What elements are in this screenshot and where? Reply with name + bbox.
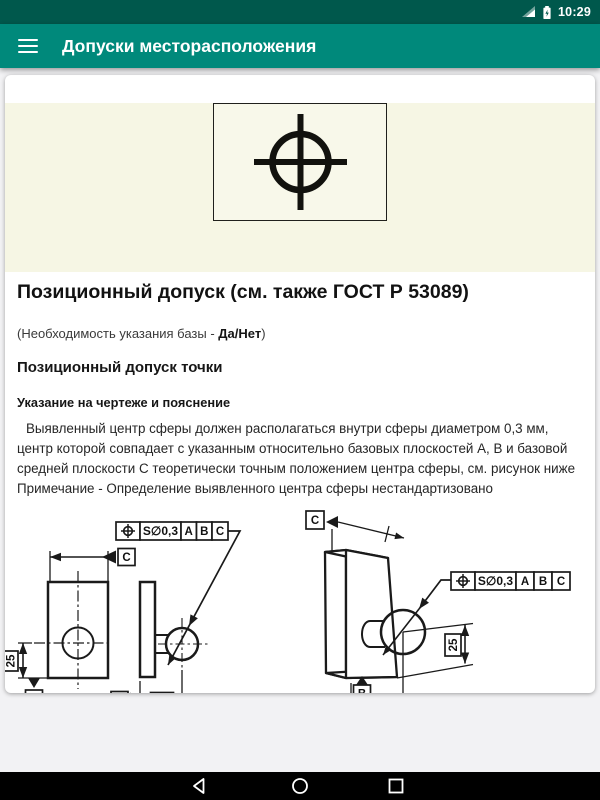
datum-b-flag: B — [26, 678, 43, 693]
content-card[interactable] — [5, 75, 595, 730]
svg-text:C: C — [215, 526, 225, 538]
svg-text:B: B — [200, 526, 209, 538]
drawing-isometric-view: C S∅0,3 A B C 25 B A 30 — [288, 505, 588, 693]
home-button[interactable] — [286, 772, 314, 800]
note-paragraph: Примечание - Определение выявленного центра сферы нестандартизовано — [17, 481, 493, 496]
position-tolerance-icon — [215, 105, 386, 219]
svg-text:C: C — [556, 576, 566, 588]
signal-icon — [522, 6, 536, 18]
article-subtitle: Позиционный допуск точки — [17, 359, 223, 376]
dim-25 — [397, 624, 473, 679]
drawing-front-views — [5, 505, 283, 708]
app-bar — [0, 24, 600, 68]
svg-text:A: A — [520, 576, 530, 588]
hamburger-icon — [18, 39, 38, 42]
block-3d — [325, 550, 397, 678]
svg-text:C: C — [310, 515, 320, 527]
recents-button[interactable] — [382, 772, 410, 800]
dim-30: 30 — [140, 681, 182, 693]
svg-text:S∅0,3: S∅0,3 — [142, 524, 179, 538]
datum-c-flag — [50, 549, 135, 583]
feature-control-frame — [116, 522, 228, 540]
datum-c-flag — [306, 511, 405, 551]
status-bar — [0, 0, 600, 24]
svg-text:C: C — [122, 552, 131, 564]
symbol-panel — [5, 103, 595, 272]
battery-icon — [542, 5, 552, 20]
base-note-value: Да/Нет — [218, 326, 262, 341]
position-symbol-image — [213, 103, 387, 221]
svg-text:25: 25 — [5, 654, 18, 668]
explanation-paragraph: Выявленный центр сферы должен располагаться внутри сферы диаметром 0,3 мм, центр которой совпадает с указанным относительно базовых плоскостей А, В и базовой средней плоскости С теоретически точным положением центра сферы, см. рисунок ниже — [17, 421, 576, 476]
front-view — [34, 571, 110, 689]
side-view — [140, 582, 208, 693]
svg-text:25: 25 — [448, 638, 460, 652]
svg-text:B: B — [357, 688, 367, 701]
content-area — [0, 68, 600, 772]
svg-text:S∅0,3: S∅0,3 — [477, 574, 514, 588]
page-title: Позиционный допуск (см. также ГОСТ Р 53089) — [17, 281, 469, 303]
app-title: Допуски месторасположения — [62, 35, 317, 56]
back-button[interactable] — [186, 772, 214, 800]
feature-control-frame — [451, 572, 570, 590]
recents-icon — [386, 776, 406, 796]
navigation-bar — [0, 772, 600, 800]
article — [5, 280, 595, 499]
svg-text:A: A — [184, 526, 193, 538]
svg-text:B: B — [538, 576, 548, 588]
datum-a-flag: A — [111, 692, 140, 694]
menu-button[interactable] — [8, 26, 48, 66]
home-icon — [290, 776, 310, 796]
base-note: (Необходимость указания базы - Да/Нет) — [17, 326, 266, 341]
dim-25 — [5, 643, 48, 678]
back-icon — [190, 776, 210, 796]
clock: 10:29 — [558, 5, 591, 19]
section-heading: Указание на чертеже и пояснение — [17, 395, 231, 410]
dim-30: 30 — [351, 683, 387, 693]
drawing-figure — [5, 505, 595, 730]
